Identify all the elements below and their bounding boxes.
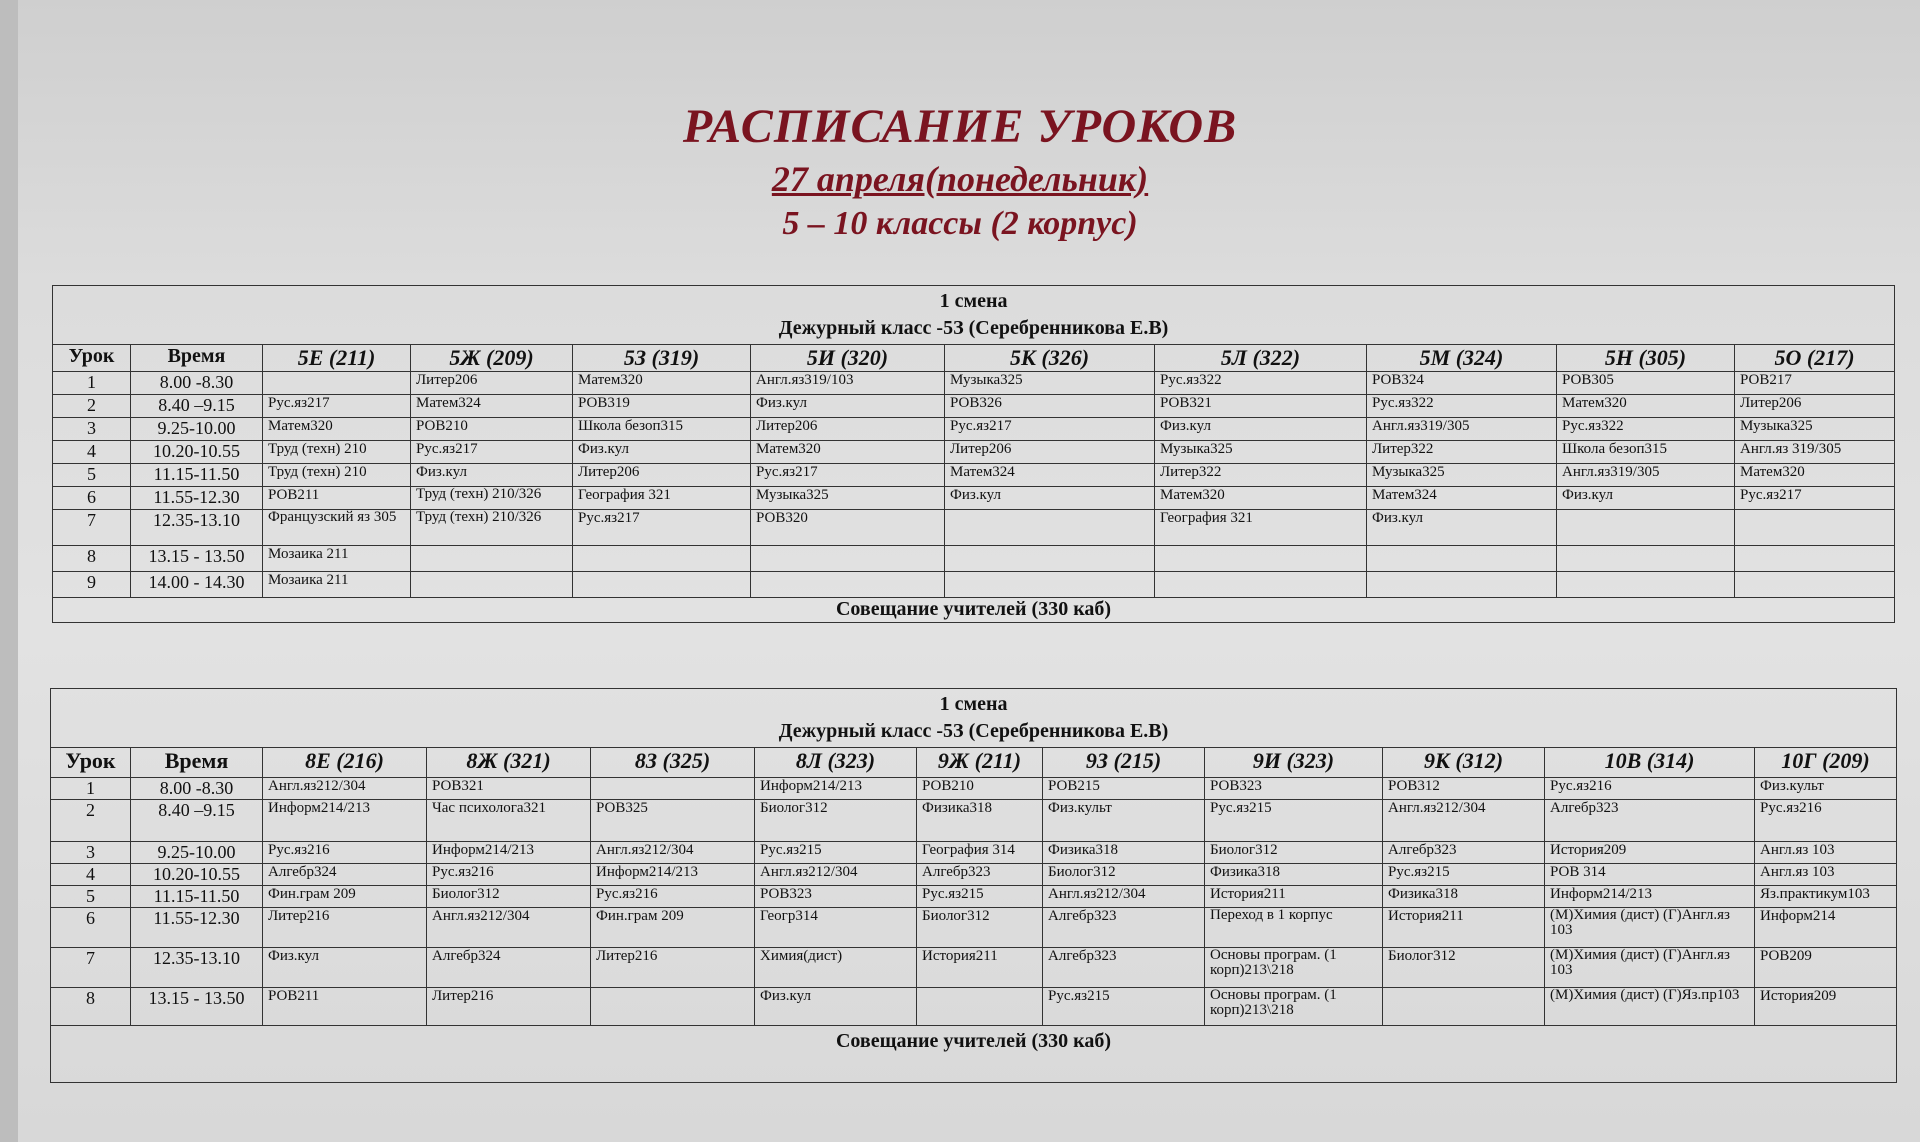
schedule-table-2 (50, 688, 1897, 1083)
subject-cell (1735, 546, 1895, 572)
subject-cell (1383, 988, 1545, 1026)
subject-cell: Биолог312 (755, 800, 917, 842)
lesson-number: 2 (53, 395, 131, 418)
subject-cell: Алгебр323 (1383, 842, 1545, 864)
subject-cell: Биолог312 (1205, 842, 1383, 864)
subject-cell: РОВ211 (263, 487, 411, 510)
subject-cell: Рус.яз216 (1545, 778, 1755, 800)
subject-cell (591, 778, 755, 800)
subject-cell: РОВ209 (1755, 948, 1897, 988)
table-2-duty: Дежурный класс -5З (Серебренникова Е.В) (778, 720, 1169, 742)
lesson-number: 9 (53, 572, 131, 598)
table-row (53, 372, 1895, 395)
table-row (51, 886, 1897, 908)
lesson-time: 8.40 –9.15 (131, 395, 263, 418)
subject-cell: Основы програм. (1 корп)213\218 (1205, 988, 1383, 1026)
subject-cell: Мозаика 211 (263, 572, 411, 598)
subject-cell: Музыка325 (945, 372, 1155, 395)
subject-cell: Матем324 (411, 395, 573, 418)
subject-cell: Англ.яз212/304 (263, 778, 427, 800)
subject-cell: Литер216 (263, 908, 427, 948)
table-1-shift: 1 смена (939, 290, 1008, 312)
subject-cell (917, 988, 1043, 1026)
subject-cell (411, 546, 573, 572)
column-header-class: 5Е (211) (263, 345, 411, 372)
page-title: РАСПИСАНИЕ УРОКОВ (682, 100, 1238, 153)
subject-cell: РОВ305 (1557, 372, 1735, 395)
lesson-time: 9.25-10.00 (131, 842, 263, 864)
subject-cell: Англ.яз 319/305 (1735, 441, 1895, 464)
table-1-body (53, 372, 1895, 598)
subject-cell: Матем320 (573, 372, 751, 395)
subject-cell (411, 572, 573, 598)
table-row (53, 487, 1895, 510)
subject-cell: Труд (техн) 210/326 (411, 487, 573, 510)
subject-cell: РОВ325 (591, 800, 755, 842)
subject-cell: Информ214/213 (591, 864, 755, 886)
subject-cell: Мозаика 211 (263, 546, 411, 572)
table-row (51, 864, 1897, 886)
lesson-time: 11.15-11.50 (131, 464, 263, 487)
subject-cell: Физика318 (1205, 864, 1383, 886)
lesson-number: 1 (51, 778, 131, 800)
subject-cell: Информ214/213 (1545, 886, 1755, 908)
subject-cell: Биолог312 (917, 908, 1043, 948)
column-header-time: Время (131, 748, 263, 778)
subject-cell: Труд (техн) 210 (263, 441, 411, 464)
subject-cell: Труд (техн) 210/326 (411, 510, 573, 546)
subject-cell (1735, 572, 1895, 598)
column-header-lesson: Урок (53, 345, 131, 372)
schedule-table-1 (52, 285, 1895, 623)
subject-cell: РОВ210 (411, 418, 573, 441)
subject-cell: РОВ215 (1043, 778, 1205, 800)
subject-cell: Физика318 (1043, 842, 1205, 864)
lesson-number: 6 (51, 908, 131, 948)
subject-cell: Литер206 (411, 372, 573, 395)
table-2-shift: 1 смена (939, 693, 1008, 715)
table-1-header (53, 286, 1895, 345)
subject-cell: Рус.яз215 (755, 842, 917, 864)
subject-cell: Музыка325 (751, 487, 945, 510)
table-row (53, 464, 1895, 487)
subject-cell: РОВ323 (755, 886, 917, 908)
subject-cell: Алгебр323 (1043, 908, 1205, 948)
subject-cell: Рус.яз215 (1383, 864, 1545, 886)
lesson-number: 6 (53, 487, 131, 510)
subject-cell (1367, 572, 1557, 598)
subject-cell: Матем320 (1735, 464, 1895, 487)
subject-cell: Литер322 (1155, 464, 1367, 487)
table-1-column-headers (53, 345, 1895, 372)
subject-cell: Музыка325 (1155, 441, 1367, 464)
subject-cell: РОВ210 (917, 778, 1043, 800)
lesson-time: 12.35-13.10 (131, 948, 263, 988)
subject-cell: РОВ323 (1205, 778, 1383, 800)
subject-cell: Алгебр324 (427, 948, 591, 988)
lesson-time: 10.20-10.55 (131, 441, 263, 464)
subject-cell: Литер206 (945, 441, 1155, 464)
subject-cell: Физ.кул (945, 487, 1155, 510)
column-header-class: 9К (312) (1383, 748, 1545, 778)
lesson-time: 14.00 - 14.30 (131, 572, 263, 598)
subject-cell: Школа безоп315 (1557, 441, 1735, 464)
column-header-lesson: Урок (51, 748, 131, 778)
subject-cell: История211 (1205, 886, 1383, 908)
lesson-number: 8 (51, 988, 131, 1026)
subject-cell (573, 546, 751, 572)
subject-cell: Рус.яз217 (573, 510, 751, 546)
subject-cell: Алгебр323 (1043, 948, 1205, 988)
column-header-class: 9З (215) (1043, 748, 1205, 778)
lesson-number: 3 (51, 842, 131, 864)
table-1-footer: Совещание учителей (330 каб) (53, 598, 1895, 623)
column-header-class: 8З (325) (591, 748, 755, 778)
table-1-duty: Дежурный класс -5З (Серебренникова Е.В) (778, 317, 1169, 339)
subject-cell: РОВ320 (751, 510, 945, 546)
subject-cell: Физ.культ (1043, 800, 1205, 842)
subject-cell: Рус.яз322 (1155, 372, 1367, 395)
subject-cell: Матем320 (751, 441, 945, 464)
subject-cell: Информ214/213 (263, 800, 427, 842)
subject-cell: РОВ321 (1155, 395, 1367, 418)
table-row (51, 988, 1897, 1026)
subject-cell: Рус.яз217 (263, 395, 411, 418)
subject-cell: Химия(дист) (755, 948, 917, 988)
subject-cell: Физ.кул (263, 948, 427, 988)
schedule-date: 27 апреля(понедельник) (771, 159, 1149, 199)
subject-cell: Час психолога321 (427, 800, 591, 842)
subject-cell: РОВ319 (573, 395, 751, 418)
subject-cell: Биолог312 (1383, 948, 1545, 988)
subject-cell: Литер206 (573, 464, 751, 487)
subject-cell: (М)Химия (дист) (Г)Англ.яз 103 (1545, 948, 1755, 988)
subject-cell (591, 988, 755, 1026)
subject-cell: Фин.грам 209 (591, 908, 755, 948)
subject-cell: Англ.яз212/304 (427, 908, 591, 948)
subject-cell: Литер206 (1735, 395, 1895, 418)
table-2-column-headers (51, 748, 1897, 778)
subject-cell (945, 546, 1155, 572)
subject-cell: РОВ211 (263, 988, 427, 1026)
table-row (51, 948, 1897, 988)
subject-cell: История211 (1383, 908, 1545, 948)
subject-cell: Англ.яз319/305 (1557, 464, 1735, 487)
table-row (53, 441, 1895, 464)
subject-cell: Алгебр324 (263, 864, 427, 886)
column-header-class: 5Ж (209) (411, 345, 573, 372)
subject-cell: (М)Химия (дист) (Г)Яз.пр103 (1545, 988, 1755, 1026)
subject-cell: РОВ324 (1367, 372, 1557, 395)
subject-cell (751, 572, 945, 598)
lesson-number: 4 (51, 864, 131, 886)
column-header-class: 10Г (209) (1755, 748, 1897, 778)
subject-cell: Физика318 (1383, 886, 1545, 908)
subject-cell: Литер206 (751, 418, 945, 441)
subject-cell: Англ.яз319/305 (1367, 418, 1557, 441)
subject-cell (1557, 546, 1735, 572)
lesson-number: 1 (53, 372, 131, 395)
subject-cell: Рус.яз322 (1557, 418, 1735, 441)
lesson-number: 5 (53, 464, 131, 487)
schedule-classes: 5 – 10 классы (2 корпус) (782, 205, 1138, 242)
subject-cell: Матем324 (945, 464, 1155, 487)
column-header-time: Время (131, 345, 263, 372)
subject-cell: Труд (техн) 210 (263, 464, 411, 487)
column-header-class: 5Л (322) (1155, 345, 1367, 372)
subject-cell: История211 (917, 948, 1043, 988)
subject-cell: Матем324 (1367, 487, 1557, 510)
subject-cell: Рус.яз216 (263, 842, 427, 864)
subject-cell: Рус.яз216 (591, 886, 755, 908)
column-header-class: 9И (323) (1205, 748, 1383, 778)
subject-cell: Физ.кул (1557, 487, 1735, 510)
subject-cell: Англ.яз212/304 (591, 842, 755, 864)
subject-cell: География 321 (1155, 510, 1367, 546)
subject-cell: Геогр314 (755, 908, 917, 948)
table-row (53, 418, 1895, 441)
subject-cell: Англ.яз319/103 (751, 372, 945, 395)
lesson-number: 5 (51, 886, 131, 908)
subject-cell: Рус.яз217 (751, 464, 945, 487)
subject-cell: Физ.кул (755, 988, 917, 1026)
lesson-time: 11.55-12.30 (131, 908, 263, 948)
subject-cell (573, 572, 751, 598)
subject-cell (1735, 510, 1895, 546)
column-header-class: 5О (217) (1735, 345, 1895, 372)
table-row (53, 510, 1895, 546)
subject-cell: Англ.яз 103 (1755, 842, 1897, 864)
subject-cell: Рус.яз216 (427, 864, 591, 886)
subject-cell: Англ.яз212/304 (1383, 800, 1545, 842)
table-row (51, 800, 1897, 842)
subject-cell: РОВ326 (945, 395, 1155, 418)
subject-cell: Англ.яз 103 (1755, 864, 1897, 886)
table-row (53, 395, 1895, 418)
lesson-time: 13.15 - 13.50 (131, 546, 263, 572)
subject-cell: Яз.практикум103 (1755, 886, 1897, 908)
subject-cell: Информ214/213 (755, 778, 917, 800)
subject-cell (1367, 546, 1557, 572)
subject-cell: Основы програм. (1 корп)213\218 (1205, 948, 1383, 988)
column-header-class: 5Н (305) (1557, 345, 1735, 372)
subject-cell: Рус.яз215 (917, 886, 1043, 908)
subject-cell: Матем320 (1557, 395, 1735, 418)
subject-cell: История209 (1545, 842, 1755, 864)
lesson-time: 8.40 –9.15 (131, 800, 263, 842)
subject-cell: Рус.яз217 (1735, 487, 1895, 510)
subject-cell (751, 546, 945, 572)
subject-cell: Школа безоп315 (573, 418, 751, 441)
lesson-time: 12.35-13.10 (131, 510, 263, 546)
column-header-class: 5К (326) (945, 345, 1155, 372)
subject-cell: Музыка325 (1735, 418, 1895, 441)
subject-cell: Фин.грам 209 (263, 886, 427, 908)
subject-cell: Рус.яз215 (1205, 800, 1383, 842)
subject-cell: РОВ217 (1735, 372, 1895, 395)
subject-cell: Биолог312 (427, 886, 591, 908)
subject-cell: (М)Химия (дист) (Г)Англ.яз 103 (1545, 908, 1755, 948)
subject-cell (1557, 572, 1735, 598)
table-row (51, 908, 1897, 948)
lesson-time: 8.00 -8.30 (131, 372, 263, 395)
column-header-class: 5И (320) (751, 345, 945, 372)
column-header-class: 10В (314) (1545, 748, 1755, 778)
subject-cell: Физ.кул (411, 464, 573, 487)
subject-cell: Матем320 (263, 418, 411, 441)
column-header-class: 5З (319) (573, 345, 751, 372)
subject-cell: География 314 (917, 842, 1043, 864)
lesson-number: 3 (53, 418, 131, 441)
subject-cell (1557, 510, 1735, 546)
subject-cell: Переход в 1 корпус (1205, 908, 1383, 948)
table-row (53, 572, 1895, 598)
subject-cell (263, 372, 411, 395)
subject-cell: Физ.кул (573, 441, 751, 464)
column-header-class: 8Е (216) (263, 748, 427, 778)
subject-cell: Алгебр323 (1545, 800, 1755, 842)
column-header-class: 9Ж (211) (917, 748, 1043, 778)
lesson-number: 4 (53, 441, 131, 464)
subject-cell: Физика318 (917, 800, 1043, 842)
table-2-header (51, 689, 1897, 748)
table-2-body (51, 778, 1897, 1026)
lesson-number: 8 (53, 546, 131, 572)
subject-cell: Физ.кул (1367, 510, 1557, 546)
subject-cell: Биолог312 (1043, 864, 1205, 886)
subject-cell: Рус.яз322 (1367, 395, 1557, 418)
subject-cell: Рус.яз217 (945, 418, 1155, 441)
subject-cell: Алгебр323 (917, 864, 1043, 886)
lesson-time: 11.15-11.50 (131, 886, 263, 908)
subject-cell: Матем320 (1155, 487, 1367, 510)
lesson-time: 13.15 - 13.50 (131, 988, 263, 1026)
subject-cell: Литер216 (427, 988, 591, 1026)
subject-cell: Информ214 (1755, 908, 1897, 948)
subject-cell: Физ.культ (1755, 778, 1897, 800)
lesson-time: 11.55-12.30 (131, 487, 263, 510)
subject-cell: Физ.кул (751, 395, 945, 418)
subject-cell: Рус.яз217 (411, 441, 573, 464)
column-header-class: 8Ж (321) (427, 748, 591, 778)
subject-cell: География 321 (573, 487, 751, 510)
schedule-header (0, 98, 1920, 246)
subject-cell: Литер216 (591, 948, 755, 988)
subject-cell (1155, 572, 1367, 598)
table-row (51, 778, 1897, 800)
lesson-time: 9.25-10.00 (131, 418, 263, 441)
column-header-class: 5М (324) (1367, 345, 1557, 372)
subject-cell (945, 572, 1155, 598)
subject-cell (1155, 546, 1367, 572)
table-row (53, 546, 1895, 572)
subject-cell: Литер322 (1367, 441, 1557, 464)
table-2-footer: Совещание учителей (330 каб) (51, 1026, 1897, 1083)
subject-cell: Французский яз 305 (263, 510, 411, 546)
subject-cell: Рус.яз215 (1043, 988, 1205, 1026)
lesson-time: 8.00 -8.30 (131, 778, 263, 800)
lesson-number: 7 (51, 948, 131, 988)
column-header-class: 8Л (323) (755, 748, 917, 778)
subject-cell: Физ.кул (1155, 418, 1367, 441)
subject-cell: История209 (1755, 988, 1897, 1026)
lesson-number: 7 (53, 510, 131, 546)
subject-cell: Англ.яз212/304 (1043, 886, 1205, 908)
subject-cell: Музыка325 (1367, 464, 1557, 487)
subject-cell: РОВ 314 (1545, 864, 1755, 886)
table-row (51, 842, 1897, 864)
lesson-number: 2 (51, 800, 131, 842)
subject-cell: Рус.яз216 (1755, 800, 1897, 842)
subject-cell: Информ214/213 (427, 842, 591, 864)
subject-cell: РОВ312 (1383, 778, 1545, 800)
subject-cell: Англ.яз212/304 (755, 864, 917, 886)
subject-cell: РОВ321 (427, 778, 591, 800)
subject-cell (945, 510, 1155, 546)
lesson-time: 10.20-10.55 (131, 864, 263, 886)
